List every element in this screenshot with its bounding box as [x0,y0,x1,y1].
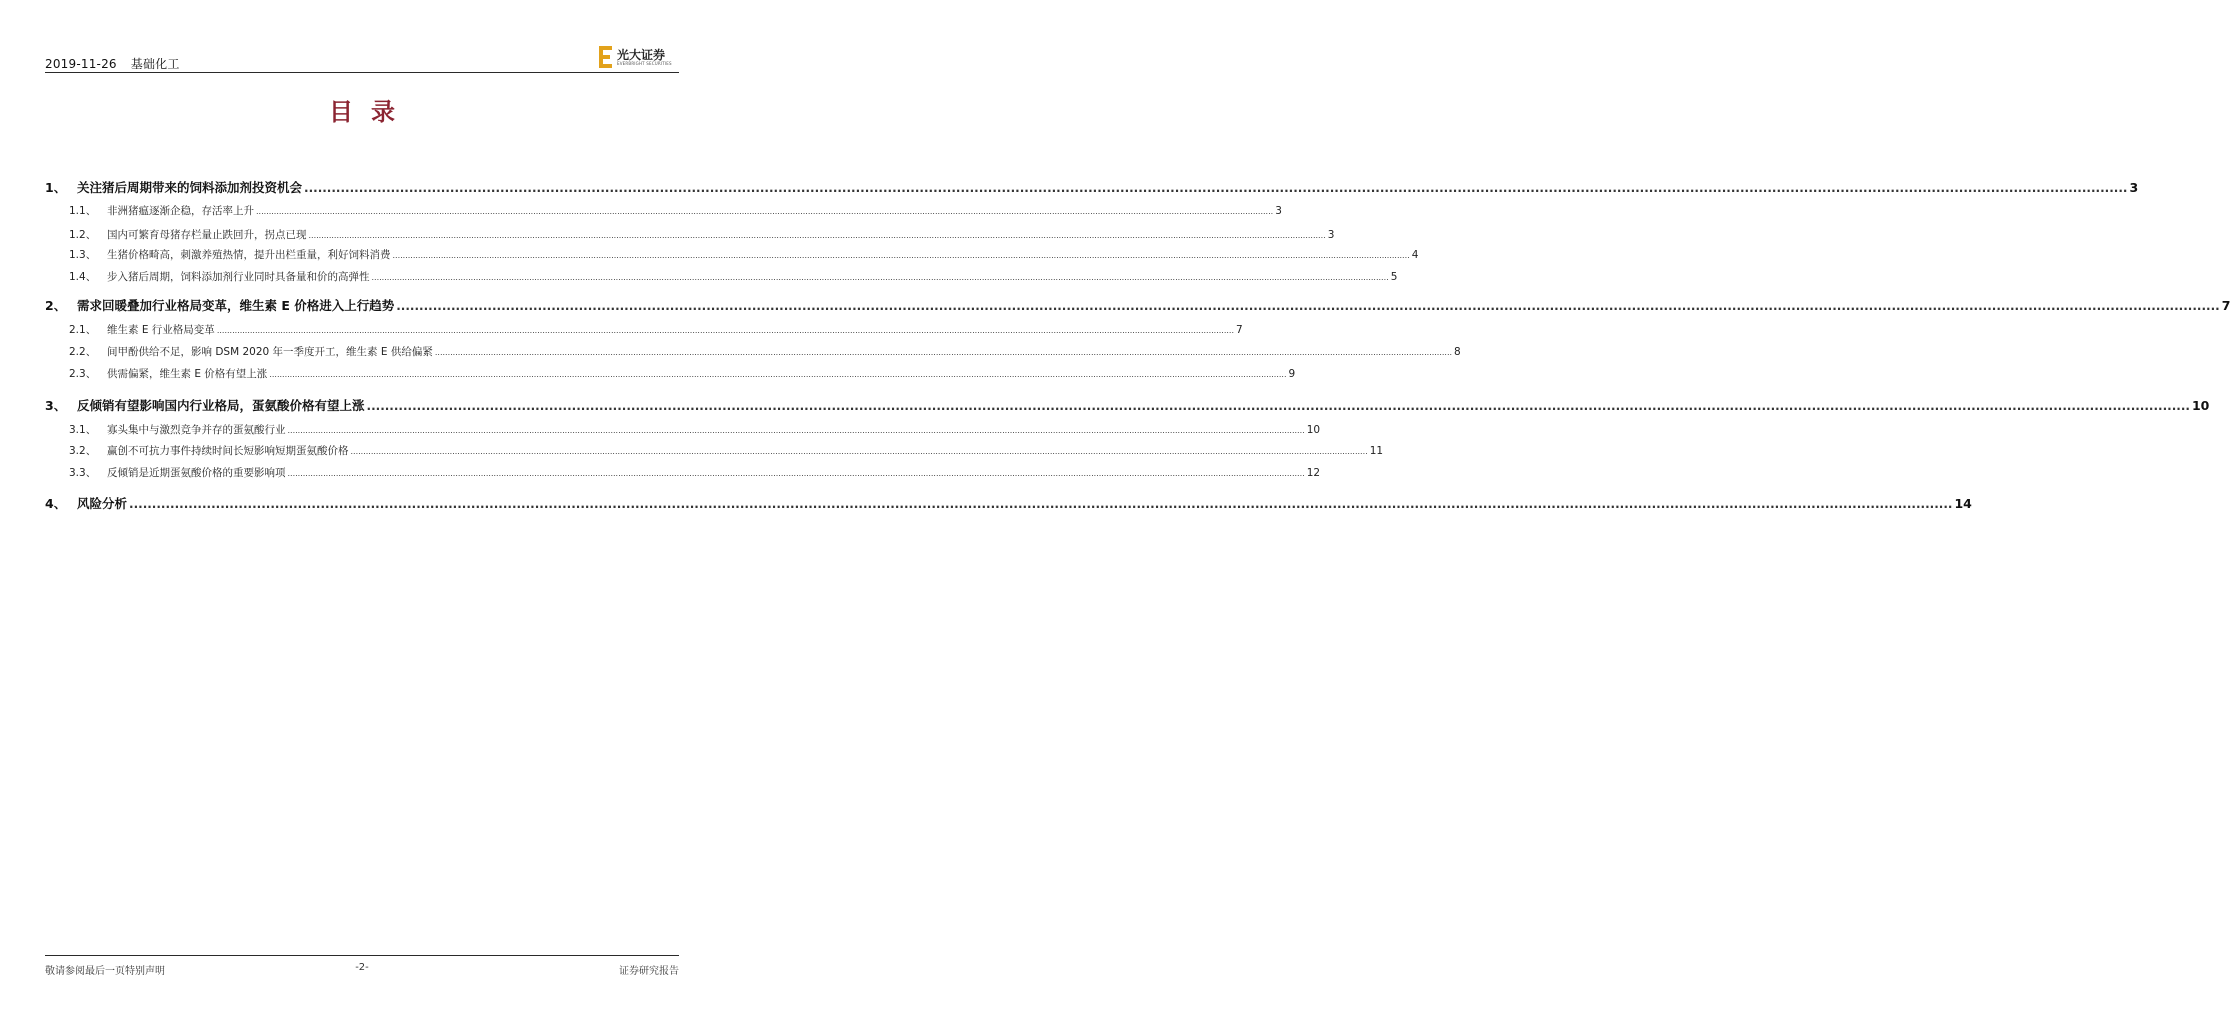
toc-leader-dots: ................................................................................................................................................................................................................................................................................................................................................................................................................ [350,447,1368,456]
toc-entry-number: 1.2、 [69,229,97,241]
toc-entry-title: 风险分析 [77,496,128,511]
toc-entry-page: 3 [2129,180,2139,195]
header-divider [45,72,679,73]
disclaimer-note: 敬请参阅最后一页特别声明 [45,966,165,977]
toc-section-entry[interactable] [45,227,1335,247]
toc-leader-dots: ................................................................................................................................................................................................................................................................................................................................................................................................................ [396,299,2220,313]
toc-section-entry[interactable] [45,344,1461,364]
page-header [45,46,679,72]
toc-entry-page: 3 [1327,229,1335,241]
everbright-logo-icon [599,46,613,68]
toc-entry-title: 步入猪后周期，饲料添加剂行业同时具备量和价的高弹性 [107,271,370,283]
toc-entry-number: 4、 [45,496,67,511]
toc-entry-number: 3.1、 [69,424,97,436]
toc-entry-number: 3.3、 [69,467,97,479]
toc-entry-page: 11 [1369,445,1384,457]
toc-leader-dots: ................................................................................................................................................................................................................................................................................................................................................................................................................ [129,497,1953,511]
toc-entry-title: 国内可繁育母猪存栏量止跌回升，拐点已现 [107,229,307,241]
toc-entry-title: 间甲酚供给不足，影响 DSM 2020 年一季度开工，维生素 E 供给偏紧 [107,346,433,358]
page-footer [45,962,679,976]
report-date: 2019-11-26 [45,57,117,71]
report-type: 证券研究报告 [619,966,679,977]
toc-chapter-entry[interactable] [45,178,2139,198]
toc-section-entry[interactable] [45,422,1321,442]
toc-leader-dots: ................................................................................................................................................................................................................................................................................................................................................................................................................ [308,231,1326,240]
toc-section-entry[interactable] [45,203,1282,223]
toc-chapter-entry[interactable] [45,296,2230,316]
toc-chapter-entry[interactable] [45,494,1972,514]
toc-entry-number: 2.1、 [69,324,97,336]
toc-entry-title: 维生素 E 行业格局变革 [107,324,215,336]
toc-entry-title: 寡头集中与激烈竞争并存的蛋氨酸行业 [107,424,286,436]
page-number: -2- [355,962,369,973]
toc-entry-number: 3.2、 [69,445,97,457]
toc-leader-dots: ................................................................................................................................................................................................................................................................................................................................................................................................................ [256,207,1274,216]
toc-leader-dots: ................................................................................................................................................................................................................................................................................................................................................................................................................ [287,469,1305,478]
toc-entry-page: 10 [1306,424,1321,436]
toc-entry-number: 2、 [45,298,67,313]
toc-entry-title: 供需偏紧，维生素 E 价格有望上涨 [107,368,268,380]
toc-chapter-entry[interactable] [45,396,2210,416]
sector-name: 基础化工 [130,57,180,71]
toc-section-entry[interactable] [45,465,1321,485]
toc-entry-number: 1.1、 [69,205,97,217]
toc-entry-title: 需求回暖叠加行业格局变革，维生素 E 价格进入上行趋势 [77,298,395,313]
toc-leader-dots: ................................................................................................................................................................................................................................................................................................................................................................................................................ [269,370,1287,379]
toc-section-entry[interactable] [45,443,1384,463]
company-logo [599,46,679,70]
toc-title: 目录 [329,97,413,126]
toc-section-entry[interactable] [45,322,1243,342]
toc-entry-page: 3 [1275,205,1282,217]
toc-entry-title: 赢创不可抗力事件持续时间长短影响短期蛋氨酸价格 [107,445,349,457]
toc-entry-page: 7 [1236,324,1243,336]
toc-entry-page: 7 [2221,298,2230,313]
toc-leader-dots: ................................................................................................................................................................................................................................................................................................................................................................................................................ [371,273,1389,282]
toc-leader-dots: ................................................................................................................................................................................................................................................................................................................................................................................................................ [366,399,2190,413]
toc-entry-title: 非洲猪瘟逐渐企稳，存活率上升 [107,205,254,217]
toc-entry-page: 8 [1454,346,1461,358]
toc-entry-page: 12 [1306,467,1321,479]
toc-entry-number: 1.4、 [69,271,97,283]
toc-entry-number: 1、 [45,180,67,195]
toc-section-entry[interactable] [45,366,1296,386]
toc-entry-page: 14 [1954,496,1972,511]
toc-entry-page: 5 [1390,271,1398,283]
toc-entry-page: 10 [2191,398,2210,413]
toc-entry-page: 4 [1411,249,1419,261]
footer-divider [45,955,679,956]
toc-entry-page: 9 [1288,368,1296,380]
toc-leader-dots: ................................................................................................................................................................................................................................................................................................................................................................................................................ [434,348,1453,357]
toc-entry-title: 关注猪后周期带来的饲料添加剂投资机会 [77,180,303,195]
toc-leader-dots: ................................................................................................................................................................................................................................................................................................................................................................................................................ [304,181,2128,195]
toc-entry-title: 反倾销是近期蛋氨酸价格的重要影响项 [107,467,286,479]
toc-section-entry[interactable] [45,269,1398,289]
toc-leader-dots: ................................................................................................................................................................................................................................................................................................................................................................................................................ [287,426,1305,435]
toc-section-entry[interactable] [45,247,1419,267]
toc-entry-number: 1.3、 [69,249,97,261]
toc-entry-number: 2.2、 [69,346,97,358]
header-info [45,55,180,72]
toc-leader-dots: ................................................................................................................................................................................................................................................................................................................................................................................................................ [216,326,1234,335]
logo-chinese-name: 光大证券 [617,48,666,62]
toc-entry-number: 2.3、 [69,368,97,380]
logo-english-name: EVERBRIGHT SECURITIES [617,61,672,66]
toc-entry-title: 反倾销有望影响国内行业格局，蛋氨酸价格有望上涨 [77,398,365,413]
toc-entry-number: 3、 [45,398,67,413]
toc-leader-dots: ................................................................................................................................................................................................................................................................................................................................................................................................................ [392,251,1410,260]
toc-entry-title: 生猪价格畸高，刺激养殖热情，提升出栏重量，利好饲料消费 [107,249,391,261]
